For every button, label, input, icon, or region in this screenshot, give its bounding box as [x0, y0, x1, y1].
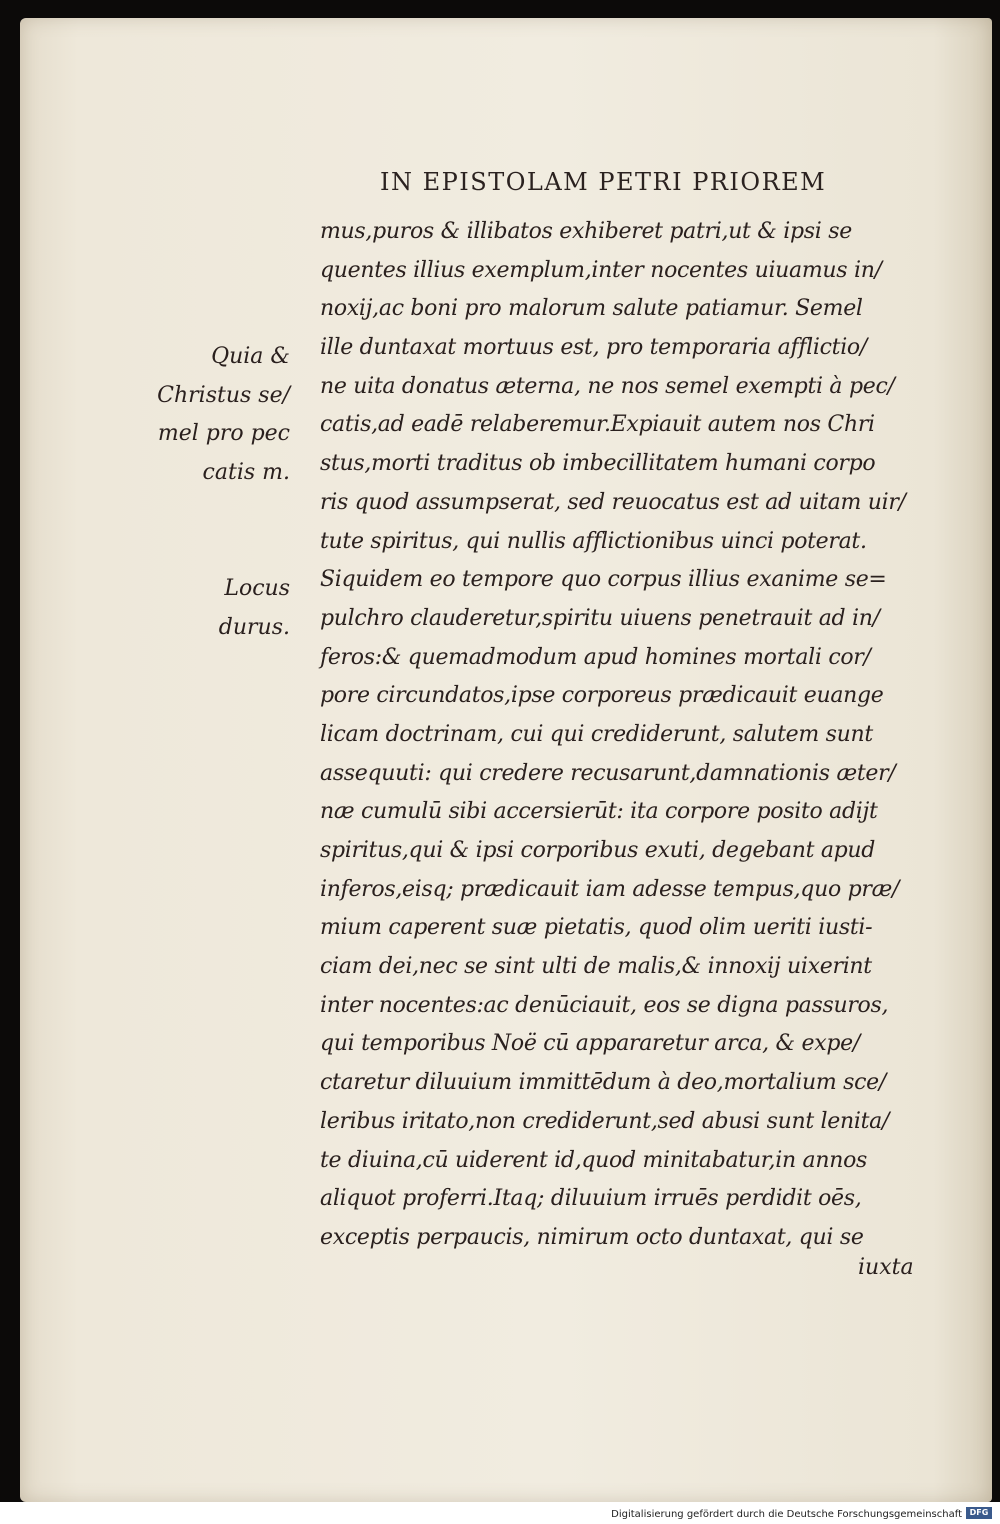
margin-line: catis m.: [202, 460, 290, 486]
footer-bar: [0, 1502, 1000, 1524]
text-line: næ cumulū sibi accersierūt: ita corpore posito adijt: [320, 799, 878, 825]
text-line: spiritus,qui & ipsi corporibus exuti, degebant apud: [320, 838, 876, 863]
text-line: aliquot proferri.Itaq; diluuium irruēs perdidit oēs,: [320, 1186, 862, 1212]
text-line: stus,morti traditus ob imbecillitatem humani corpo: [320, 451, 876, 477]
text-line: feros:& quemadmodum apud homines mortali cor/: [320, 644, 871, 670]
text-line: assequuti: qui credere recusarunt,damnationis æter/: [320, 760, 896, 786]
margin-note-quia: [130, 338, 290, 493]
margin-note-locus: [130, 570, 290, 647]
text-line: ris quod assumpserat, sed reuocatus est ad uitam uir/: [320, 489, 906, 515]
text-line: qui temporibus Noë cū appararetur arca, & expe/: [320, 1031, 860, 1057]
book-page: [20, 18, 992, 1502]
text-line: pore circundatos,ipse corporeus prædicauit euange: [320, 683, 884, 709]
margin-line: mel pro pec: [157, 421, 290, 447]
body-text: [320, 213, 940, 1258]
funding-credit: Digitalisierung gefördert durch die Deutsche Forschungsgemeinschaft: [611, 1509, 962, 1520]
catchword: iuxta: [858, 1255, 914, 1280]
text-line: pulchro clauderetur,spiritu uiuens penetrauit ad in/: [320, 605, 880, 631]
text-line: Siquidem eo tempore quo corpus illius exanime se=: [320, 567, 887, 593]
text-line: ciam dei,nec se sint ulti de malis,& innoxij uixerint: [320, 954, 872, 980]
text-line: licam doctrinam, cui qui crediderunt, salutem sunt: [320, 721, 873, 747]
margin-line: Quia &: [211, 344, 290, 369]
margin-line: Christus se/: [157, 382, 290, 408]
text-line: inter nocentes:ac denūciauit, eos se digna passuros,: [320, 992, 889, 1018]
text-line: ctaretur diluuium immittēdum à deo,mortalium sce/: [320, 1070, 886, 1096]
text-line: mium caperent suæ pietatis, quod olim ueriti iusti-: [320, 915, 873, 941]
margin-line: durus.: [218, 614, 290, 640]
text-line: exceptis perpaucis, nimirum octo duntaxat, qui se: [320, 1224, 864, 1250]
text-line: noxij,ac boni pro malorum salute patiamur. Semel: [320, 296, 863, 322]
text-line: ne uita donatus æterna, ne nos semel exempti à pec/: [320, 373, 895, 399]
text-line: mus,puros & illibatos exhiberet patri,ut & ipsi se: [320, 219, 852, 244]
text-line: ille duntaxat mortuus est, pro temporaria afflictio/: [320, 335, 867, 361]
text-line: catis,ad eadē relaberemur.Expiauit autem nos Chri: [320, 412, 875, 438]
text-line: te diuina,cū uiderent id,quod minitabatur,in annos: [320, 1147, 868, 1173]
running-title: IN EPISTOLAM PETRI PRIOREM: [380, 168, 827, 196]
text-line: inferos,eisq; prædicauit iam adesse tempus,quo præ/: [320, 876, 900, 902]
text-line: quentes illius exemplum,inter nocentes uiuamus in/: [320, 257, 882, 283]
margin-line: Locus: [224, 576, 290, 601]
dfg-logo-icon: DFG: [966, 1507, 992, 1519]
text-line: tute spiritus, qui nullis afflictionibus uinci poterat.: [320, 528, 867, 554]
text-line: leribus iritato,non crediderunt,sed abusi sunt lenita/: [320, 1108, 890, 1134]
